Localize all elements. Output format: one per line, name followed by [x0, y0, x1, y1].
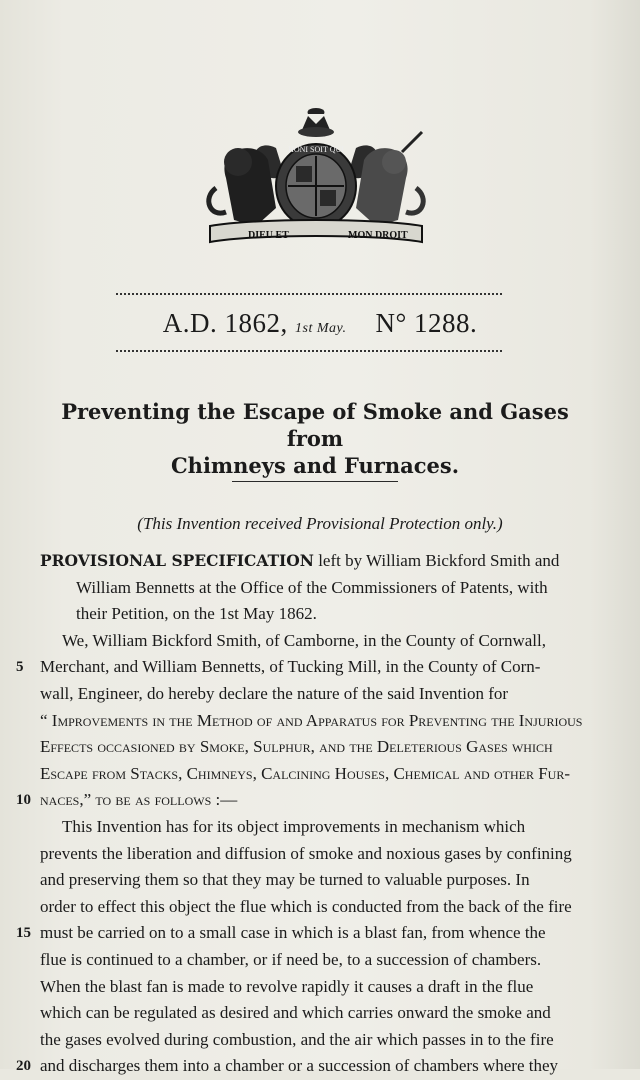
patent-title [60, 398, 570, 479]
line-text: We, William Bickford Smith, of Camborne, in the County of Cornwall, [62, 630, 546, 650]
line-text: and discharges them into a chamber or a succession of chambers where they [40, 1056, 559, 1076]
text-line [40, 601, 600, 628]
text-line [40, 867, 600, 894]
royal-coat-of-arms-icon [196, 108, 436, 248]
text-line [40, 841, 600, 868]
date-line [0, 308, 640, 339]
text-line [40, 708, 600, 735]
text-line [40, 628, 600, 655]
spec-heading: PROVISIONAL SPECIFICATION [40, 551, 314, 570]
text-line [40, 1027, 600, 1054]
text-line [40, 681, 600, 708]
line-text: the gases evolved during combustion, and the air which passes in to the fire [40, 1029, 554, 1049]
text-line [40, 761, 600, 788]
line-text: order to effect this object the flue which is conducted from the back of the fire [40, 896, 572, 916]
title-line-1: Preventing the Escape of Smoke and Gases from [61, 399, 569, 451]
line-text: “ Improvements in the Method of and Apparatus for Preventing the Injurious [40, 710, 583, 730]
line-text: Merchant, and William Bennetts, of Tucking Mill, in the County of Corn- [40, 657, 541, 677]
text-line [16, 920, 600, 947]
line-number: 5 [16, 659, 24, 676]
line-number: 20 [16, 1058, 31, 1075]
line-text: naces,” to be as follows :— [40, 790, 238, 810]
specification-body [16, 548, 600, 1080]
text-line [16, 654, 600, 681]
title-line-2: Chimneys and Furnaces. [170, 453, 460, 478]
line-number: 15 [16, 925, 31, 942]
spec-heading-line [40, 548, 600, 575]
line-number: 10 [16, 792, 31, 809]
text-line [16, 1053, 600, 1080]
line-text: and preserving them so that they may be turned to valuable purposes. In [40, 870, 530, 890]
patent-number: N° 1288. [375, 308, 478, 338]
line-text: must be carried on to a small case in which is a blast fan, from whence the [40, 923, 546, 943]
provisional-note: (This Invention received Provisional Protection only.) [137, 514, 503, 533]
line-text: Effects occasioned by Smoke, Sulphur, and the Deleterious Gases which [40, 737, 553, 757]
line-text: When the blast fan is made to revolve rapidly it causes a draft in the flue [40, 976, 534, 996]
line-text: prevents the liberation and diffusion of smoke and noxious gases by confining [40, 843, 572, 863]
line-text: flue is continued to a chamber, or if need be, to a succession of chambers. [40, 949, 542, 969]
date-small: 1st May. [295, 321, 347, 336]
bottom-rule [116, 350, 502, 352]
svg-text:MON DROIT: MON DROIT [348, 230, 408, 241]
text-line [16, 787, 600, 814]
svg-text:DIEU ET: DIEU ET [248, 230, 289, 241]
line-text: Escape from Stacks, Chimneys, Calcining Houses, Chemical and other Fur- [40, 763, 570, 783]
svg-text:HONI SOIT QUI: HONI SOIT QUI [288, 145, 344, 154]
title-divider [232, 481, 398, 482]
text-line [40, 575, 600, 602]
spec-heading-rest: left by William Bickford Smith and [313, 551, 560, 570]
line-text: which can be regulated as desired and which carries onward the smoke and [40, 1003, 551, 1023]
line-text: their Petition, on the 1st May 1862. [76, 604, 317, 624]
text-line [40, 894, 600, 921]
text-line [40, 947, 600, 974]
line-text: William Bennetts at the Office of the Commissioners of Patents, with [76, 577, 548, 597]
year-label: A.D. 1862, [162, 308, 288, 338]
text-line [40, 814, 600, 841]
text-line [40, 1000, 600, 1027]
text-line [40, 974, 600, 1001]
text-line [40, 734, 600, 761]
top-rule [116, 293, 502, 295]
line-text: wall, Engineer, do hereby declare the nature of the said Invention for [40, 683, 509, 703]
line-text: This Invention has for its object improvements in mechanism which [62, 816, 526, 836]
